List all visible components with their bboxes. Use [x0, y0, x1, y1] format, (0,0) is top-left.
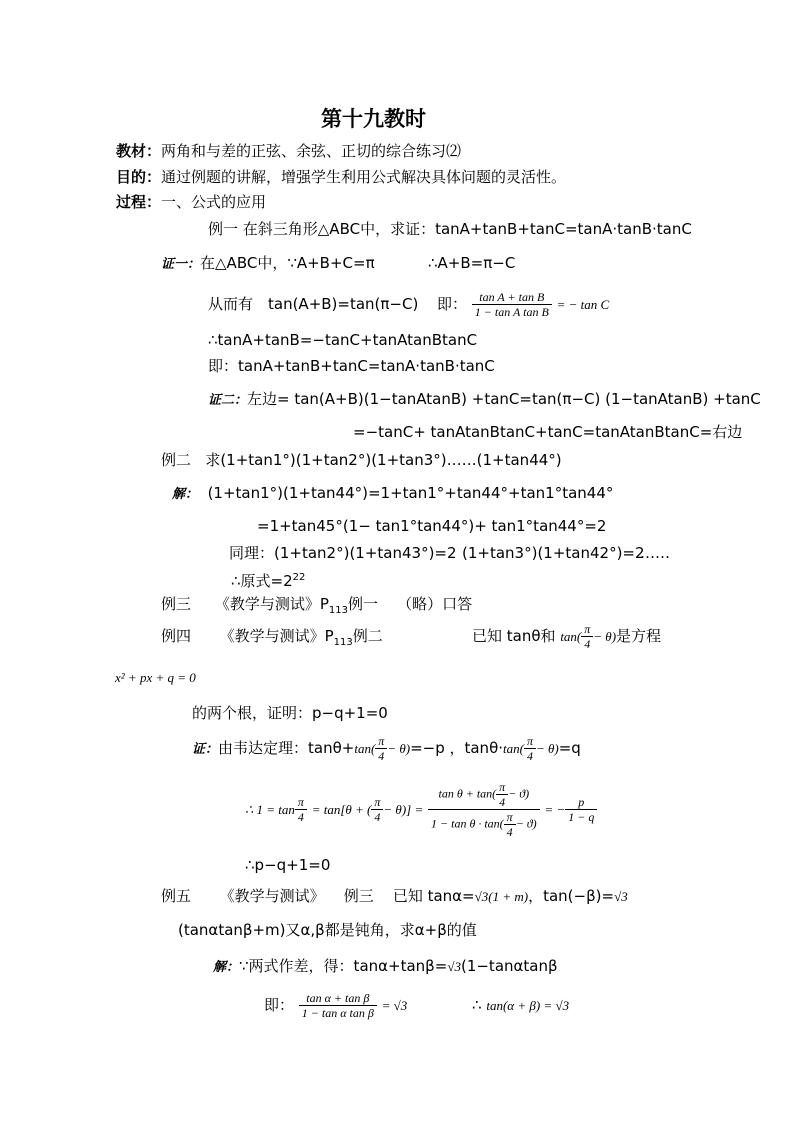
- ex2-l2: =1+tan45°(1− tan1°tan44°)+ tan1°tan44°=2: [257, 517, 607, 535]
- ex2-l3c: ……: [640, 544, 670, 562]
- pi-numerator: π: [295, 795, 307, 810]
- pi-numerator: π: [581, 622, 593, 637]
- ex5-sqrt3-b: √3: [614, 889, 628, 904]
- jiaocai-line: [116, 141, 461, 161]
- ex5-sol-l1a: ∵两式作差，得：tanα+tanβ=: [239, 957, 448, 975]
- ex4-minus-theta: − θ): [593, 629, 617, 644]
- ex3-label: 例三: [161, 595, 192, 613]
- ex4-big-equation: [245, 780, 597, 839]
- pi-numerator: π: [496, 780, 508, 795]
- big-fraction-numerator: [428, 780, 540, 810]
- ex4-big-mid1: = tan[θ + (: [311, 802, 372, 817]
- ex4-proof-minus-theta-b: − θ): [535, 741, 559, 756]
- ex5-line2: (tanαtanβ+m)又α,β都是钝角，求α+β的值: [178, 921, 477, 939]
- ex5-therefore: ∴: [472, 996, 482, 1014]
- ex4-text-d: 是方程: [616, 627, 662, 645]
- ex2-l3b: (1+tan3°)(1+tan42°)=2: [462, 544, 645, 562]
- fraction-numerator: tan A + tan B: [472, 290, 552, 305]
- page-title: 第十九教时: [321, 107, 426, 131]
- ex4-big-rhs-a: = −: [544, 802, 566, 817]
- ex5-text-b: 例三: [343, 887, 374, 905]
- ex5-sol-line2-right: [472, 983, 569, 1028]
- ex4-big-mid2: − θ)] =: [383, 802, 424, 817]
- ex1-proof2-line1: [208, 389, 761, 411]
- pi-numerator: π: [371, 795, 383, 810]
- ex3-text-b: 例一: [348, 595, 379, 613]
- ex4-pi-over-4: [581, 622, 593, 651]
- ex4-text-b: 例二: [352, 627, 383, 645]
- four-denominator: 4: [499, 795, 506, 809]
- ex1-proof1-line1: [161, 253, 375, 275]
- mudi-line: [116, 167, 566, 187]
- ex4-tan-expr: tan(: [560, 629, 582, 644]
- four-denominator: 4: [506, 825, 513, 839]
- ex2-l1: (1+tan1°)(1+tan44°)=1+tan1°+tan44°+tan1°tan44°: [207, 484, 614, 502]
- ex3-line: [161, 594, 472, 621]
- ex2-l4-line: [231, 568, 305, 591]
- ex3-page-sub: 113: [328, 605, 348, 616]
- guocheng-text: 一、公式的应用: [161, 193, 267, 211]
- pi-numerator: π: [504, 810, 516, 825]
- ex1-proof1-l1b: ∴A+B=π−C: [428, 254, 516, 272]
- ex4-proof-pi-over-4-b: [524, 734, 536, 763]
- pi-numerator: π: [375, 734, 387, 749]
- guocheng-line: [116, 192, 266, 212]
- ex5-sol-line2: [264, 983, 407, 1028]
- mudi-label: 目的：: [116, 168, 162, 186]
- jiaocai-text: 两角和与差的正弦、余弦、正切的综合练习⑵: [161, 142, 462, 160]
- ex1-proof1-ji: 即：: [437, 295, 468, 313]
- ex4-big-lhs: ∴ 1 = tan: [245, 802, 295, 817]
- ex5-fraction: [299, 991, 377, 1020]
- ex4-line1-right: [472, 618, 661, 655]
- big-den-var: − ϑ): [515, 816, 537, 831]
- ex2-l4-exponent: 22: [292, 572, 306, 583]
- ex1-proof1-l1a: 在△ABC中，∵A+B+C=π: [200, 254, 375, 272]
- jiaocai-label: 教材：: [116, 142, 162, 160]
- ex4-proof-minus-theta-a: − θ): [387, 741, 411, 756]
- ex5-sol-line1: [213, 956, 558, 978]
- ex1-statement: 例一 在斜三角形△ABC中，求证：tanA+tanB+tanC=tanA·tanB·tanC: [208, 220, 692, 238]
- ex1-proof2-l1: 左边= tan(A+B)(1−tanAtanB) +tanC=tan(π−C) (1−tanAtanB) +tanC: [247, 390, 761, 408]
- ex2-sol-line1: [172, 483, 613, 505]
- ex4-text-c: 已知 tanθ和: [472, 627, 556, 645]
- ex4-proof-pi-over-4-a: [375, 734, 387, 763]
- ex5-line1: [161, 886, 628, 907]
- ex1-proof1-l2a: 从而有 tan(A+B)=tan(π−C): [208, 295, 419, 313]
- ex5-sqrt3-c: √3: [447, 959, 461, 974]
- ex5-fraction-numerator: tan α + tan β: [299, 991, 377, 1006]
- four-denominator: 4: [526, 749, 533, 763]
- big-num-pi-over-4: [496, 780, 508, 809]
- fraction-rhs: = − tan C: [556, 297, 610, 312]
- four-denominator: 4: [297, 810, 304, 824]
- big-den-pi-over-4: [504, 810, 516, 839]
- ex4-proof-a: 由韦达定理：tanθ+: [218, 739, 355, 757]
- ex4-proof-label: 证：: [192, 742, 219, 757]
- ex1-proof2-label: 证二：: [208, 393, 248, 408]
- big-num-var: − ϑ): [508, 786, 530, 801]
- ex5-text-a: 《教学与测试》: [219, 887, 325, 905]
- ex5-fraction-denominator: 1 − tan α tan β: [301, 1006, 374, 1020]
- ex4-proof-c: =q: [558, 739, 581, 757]
- guocheng-label: 过程：: [116, 193, 162, 211]
- ex1-proof1-l2b: [437, 282, 609, 327]
- ex1-proof1-label: 证一：: [161, 257, 201, 272]
- ex4-proof-tan2: tan(: [503, 741, 524, 756]
- ex2-statement-line: [161, 450, 562, 470]
- ex5-paren1: (1 + m): [488, 889, 529, 904]
- ex5-sqrt3-a: √3: [474, 889, 489, 904]
- ex4-big-pi-over-4-b: [371, 795, 383, 824]
- ex4-proof-b: =−p ，tanθ·: [410, 739, 504, 757]
- ex4-page-sub: 113: [333, 637, 353, 648]
- ex4-proof-tan1: tan(: [354, 741, 376, 756]
- ex4-equation: x² + px + q = 0: [115, 670, 196, 685]
- mudi-text: 通过例题的讲解，增强学生利用公式解决具体问题的灵活性。: [161, 168, 567, 186]
- four-denominator: 4: [374, 810, 381, 824]
- ex4-proof-line: [192, 730, 581, 768]
- big-den-text: 1 − tan θ · tan(: [431, 816, 504, 831]
- ex5-sol-label: 解：: [213, 960, 240, 975]
- ex1-proof1-l3: ∴tanA+tanB=−tanC+tanAtanBtanC: [208, 331, 478, 349]
- fraction-denominator: 1 − tan A tan B: [474, 305, 549, 319]
- ex5-text-c: 已知 tanα=: [392, 887, 475, 905]
- ex4-big-rhs-fraction: [565, 795, 597, 824]
- ex2-statement: 求(1+tan1°)(1+tan2°)(1+tan3°)……(1+tan44°): [205, 451, 562, 469]
- ex4-conclusion: ∴p−q+1=0: [245, 856, 331, 874]
- ex2-l3a: 同理：(1+tan2°)(1+tan43°)=2: [229, 544, 457, 562]
- ex3-text-c: （略）口答: [397, 595, 473, 613]
- ex5-sol-ji: 即：: [264, 996, 295, 1014]
- ex5-fraction-rhs: = √3: [381, 998, 408, 1013]
- pi-numerator: π: [524, 734, 536, 749]
- ex4-text-e: 的两个根，证明：p−q+1=0: [192, 704, 388, 722]
- ex5-text-d: ，tan(−β)=: [528, 887, 615, 905]
- ex4-line1: [161, 618, 383, 661]
- four-denominator: 4: [378, 749, 385, 763]
- ex2-sol-label: 解：: [172, 487, 199, 502]
- four-denominator: 4: [584, 637, 591, 651]
- big-num-text: tan θ + tan(: [438, 786, 497, 801]
- big-fraction-denominator: [428, 810, 540, 839]
- ex1-proof1-fraction: [472, 290, 552, 319]
- ex4-text-a: 《教学与测试》P: [219, 627, 334, 645]
- ex1-proof2-l2: =−tanC+ tanAtanBtanC+tanC=tanAtanBtanC=右边: [353, 423, 743, 441]
- ex4-big-pi-over-4-a: [295, 795, 307, 824]
- ex5-label: 例五: [161, 887, 192, 905]
- ex1-proof1-l4: 即：tanA+tanB+tanC=tanA·tanB·tanC: [208, 357, 495, 375]
- ex5-sol-l1b: (1−tanαtanβ: [460, 957, 558, 975]
- ex3-text-a: 《教学与测试》P: [214, 595, 329, 613]
- ex4-label: 例四: [161, 627, 192, 645]
- rhs-denominator: 1 − q: [568, 810, 595, 824]
- ex2-l4: ∴原式=2: [231, 572, 293, 590]
- ex5-result: tan(α + β) = √3: [486, 998, 570, 1013]
- ex2-label: 例二: [161, 451, 192, 469]
- rhs-numerator: p: [565, 795, 597, 810]
- ex4-big-fraction: [428, 780, 540, 839]
